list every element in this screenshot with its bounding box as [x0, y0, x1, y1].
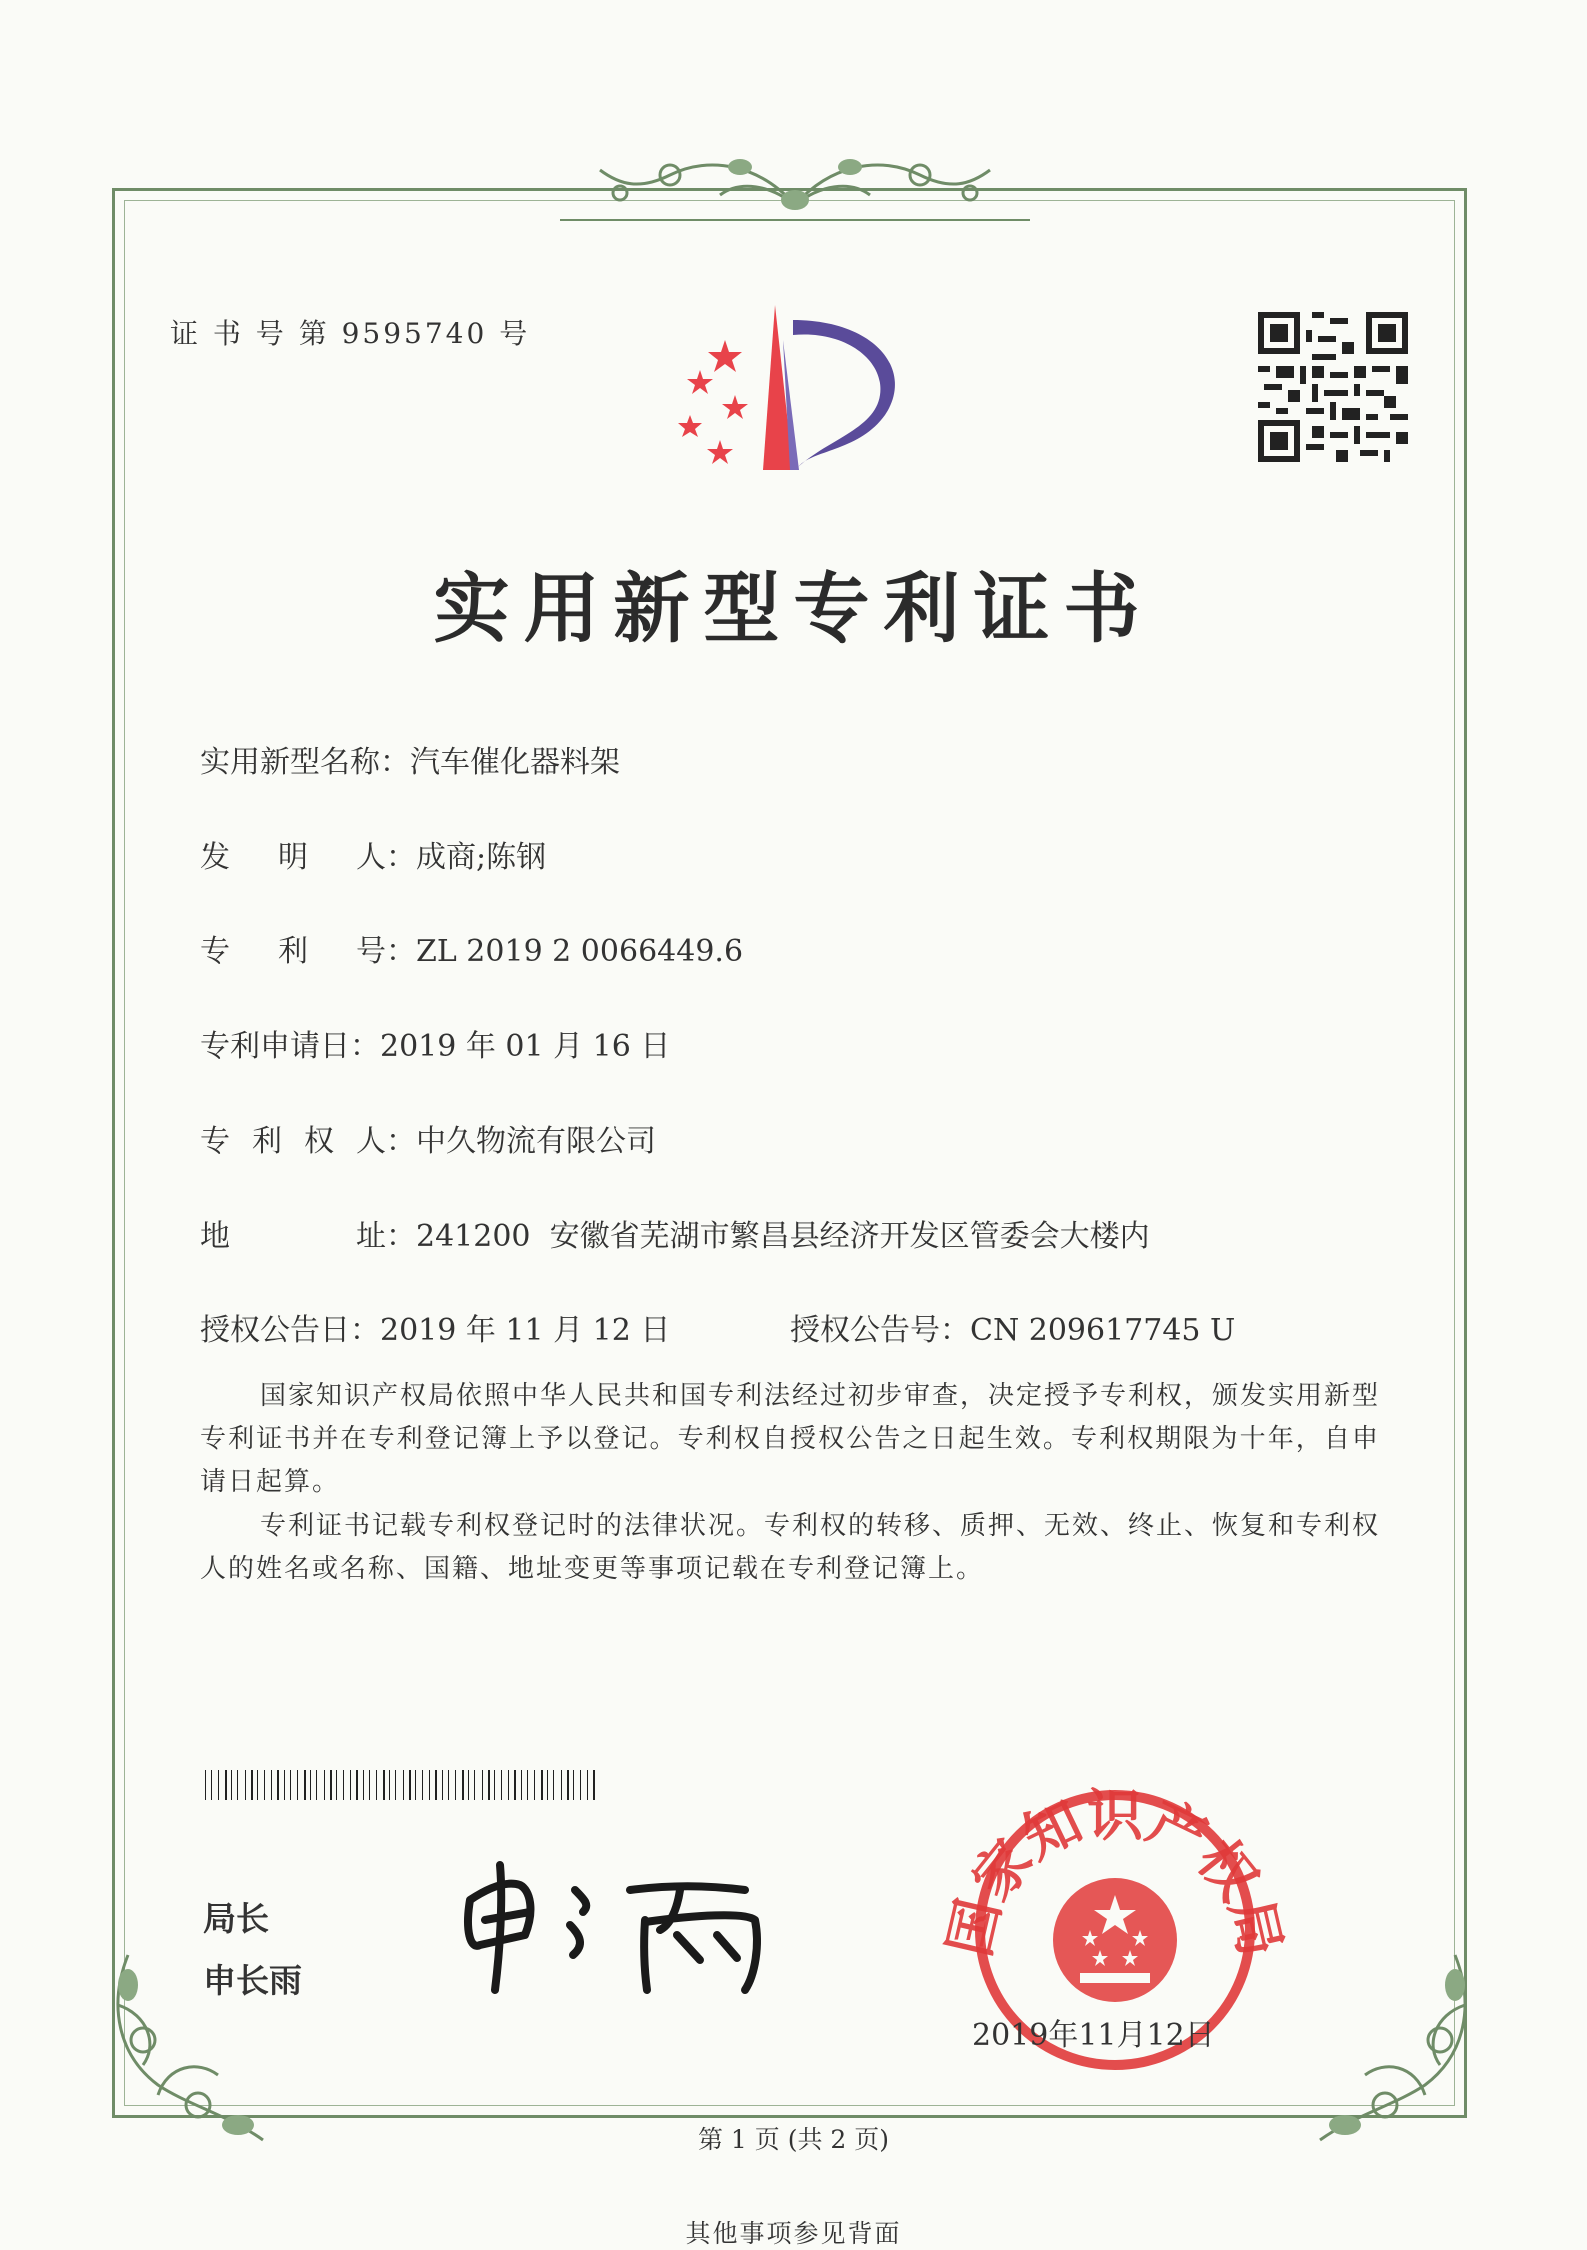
field-inventor: 发 明 人 ：成商;陈钢: [200, 832, 546, 876]
field-value: 2019 年 01 月 16 日: [380, 1029, 671, 1064]
field-grant-number: [790, 1305, 1235, 1349]
field-label: 专 利 号: [200, 934, 386, 969]
field-value: 中久物流有限公司: [416, 1124, 656, 1159]
cnipa-logo: [675, 300, 910, 480]
official-name: 申长雨: [203, 1961, 302, 2000]
field-label: 实用新型名称：: [200, 745, 410, 780]
field-filing-date: [200, 1021, 670, 1065]
field-label: 授权公告日：: [200, 1313, 380, 1348]
field-patentee: 专 利 权 人 ：中久物流有限公司: [200, 1116, 656, 1160]
field-label: 授权公告号：: [790, 1313, 970, 1348]
barcode: [205, 1770, 600, 1800]
qr-code: [1258, 312, 1408, 462]
legal-statement-paragraph: 国家知识产权局依照中华人民共和国专利法经过初步审查，决定授予专利权，颁发实用新型专利证书并在专利登记簿上予以登记。专利权自授权公告之日起生效。专利权期限为十年，自申请日起算。: [200, 1381, 1381, 1497]
footer-note: 其他事项参见背面: [685, 2219, 902, 2248]
field-address: 地 址 ：241200 安徽省芜湖市繁昌县经济开发区管委会大楼内: [200, 1211, 1150, 1255]
seal-date: 2019年11月12日: [972, 2018, 1215, 2053]
field-label: 专利申请日：: [200, 1029, 380, 1064]
field-value: 2019 年 11 月 12 日: [380, 1313, 671, 1348]
certificate-title: 实用新型专利证书: [433, 564, 1154, 653]
certificate-number: 证 书 号 第 9595740 号: [170, 317, 531, 350]
field-label: 发 明 人: [200, 840, 386, 875]
field-value: ZL 2019 2 0066449.6: [416, 934, 744, 969]
handwritten-signature: [455, 1850, 805, 2000]
field-value: 成商;陈钢: [416, 840, 547, 875]
legal-status-paragraph: 专利证书记载专利权登记时的法律状况。专利权的转移、质押、无效、终止、恢复和专利权人的姓名或名称、国籍、地址变更等事项记载在专利登记簿上。: [200, 1511, 1381, 1584]
field-patent-number: 专 利 号 ：ZL 2019 2 0066449.6: [200, 926, 743, 970]
field-value: 241200 安徽省芜湖市繁昌县经济开发区管委会大楼内: [416, 1219, 1150, 1254]
field-grant-date: [200, 1305, 670, 1349]
page-indicator: 第 1 页 (共 2 页): [697, 2125, 890, 2154]
top-ornament: [560, 145, 1030, 225]
field-label: 专 利 权 人: [200, 1124, 386, 1159]
field-value: 汽车催化器料架: [410, 745, 620, 780]
seal-text: 国家知识产权局: [937, 1784, 1293, 1963]
field-utility-model-name: [200, 737, 620, 781]
official-role: 局长: [203, 1899, 269, 1938]
field-label: 地 址: [200, 1219, 386, 1254]
field-value: CN 209617745 U: [970, 1313, 1236, 1348]
